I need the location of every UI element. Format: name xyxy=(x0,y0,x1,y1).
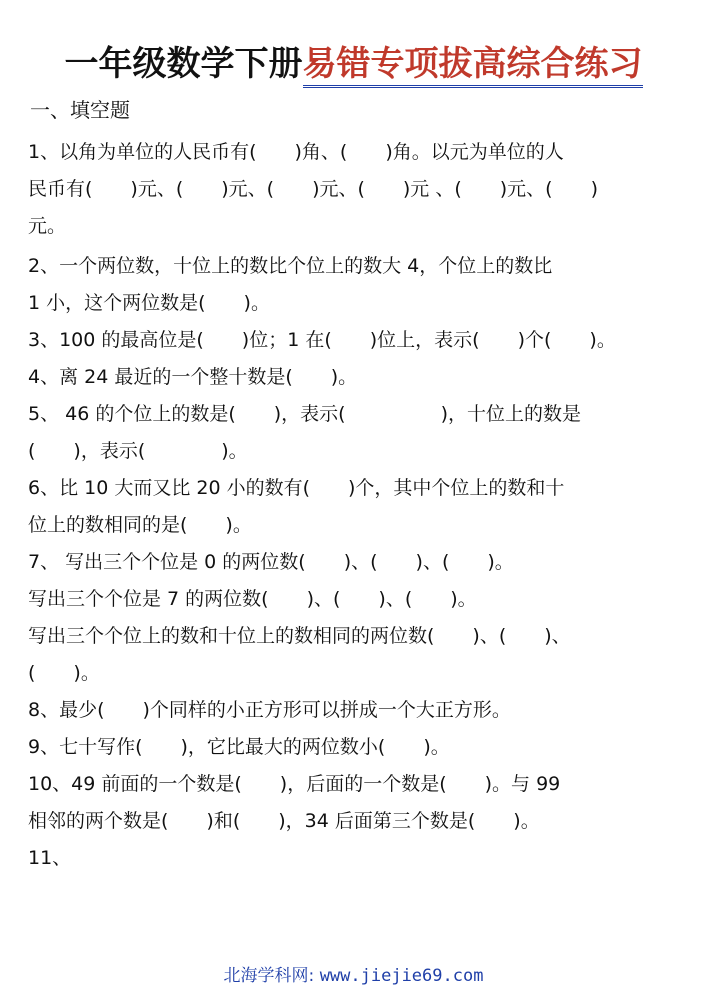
q7-line-3: 写出三个个位上的数和十位上的数相同的两位数( )、( )、 xyxy=(28,625,571,647)
q6-line-2: 位上的数相同的是( )。 xyxy=(28,514,252,536)
q5-line-2: ( )，表示( )。 xyxy=(28,440,248,462)
q3-line: 3、100 的最高位是( )位；1 在( )位上，表示( )个( )。 xyxy=(28,329,616,351)
footer-url-link[interactable]: www.jiejie69.com xyxy=(319,966,484,986)
question-list xyxy=(28,134,688,877)
q11-line: 11、 xyxy=(28,847,72,869)
q4-line: 4、离 24 最近的一个整十数是( )。 xyxy=(28,366,358,388)
q1-line-2: 民币有( )元、( )元、( )元、( )元 、( )元、( ) xyxy=(28,178,598,200)
q7-line-2: 写出三个个位是 7 的两位数( )、( )、( )。 xyxy=(28,588,477,610)
q10-line-2: 相邻的两个数是( )和( )，34 后面第三个数是( )。 xyxy=(28,810,540,832)
page-title xyxy=(0,40,707,88)
q6-line-1: 6、比 10 大而又比 20 小的数有( )个，其中个位上的数和十 xyxy=(28,477,565,499)
title-black-part: 一年级数学下册 xyxy=(64,44,303,84)
q5-line-1: 5、 46 的个位上的数是( )，表示( )，十位上的数是 xyxy=(28,403,581,425)
title-red-part: 易错专项拔高综合练习 xyxy=(303,44,643,88)
footer-label: 北海学科网: xyxy=(223,966,315,986)
q9-line: 9、七十写作( )，它比最大的两位数小( )。 xyxy=(28,736,450,758)
footer-source xyxy=(0,964,707,988)
q1-line-3: 元。 xyxy=(28,215,67,237)
q8-line: 8、最少( )个同样的小正方形可以拼成一个大正方形。 xyxy=(28,699,511,721)
q2-line-2: 1 小，这个两位数是( )。 xyxy=(28,292,270,314)
section-heading: 一、填空题 xyxy=(30,98,130,122)
q7-line-4: ( )。 xyxy=(28,662,100,684)
q7-line-1: 7、 写出三个个位是 0 的两位数( )、( )、( )。 xyxy=(28,551,514,573)
q1-line-1: 1、以角为单位的人民币有( )角、( )角。以元为单位的人 xyxy=(28,141,564,163)
q2-line-1: 2、一个两位数，十位上的数比个位上的数大 4，个位上的数比 xyxy=(28,255,553,277)
q10-line-1: 10、49 前面的一个数是( )，后面的一个数是( )。与 99 xyxy=(28,773,561,795)
